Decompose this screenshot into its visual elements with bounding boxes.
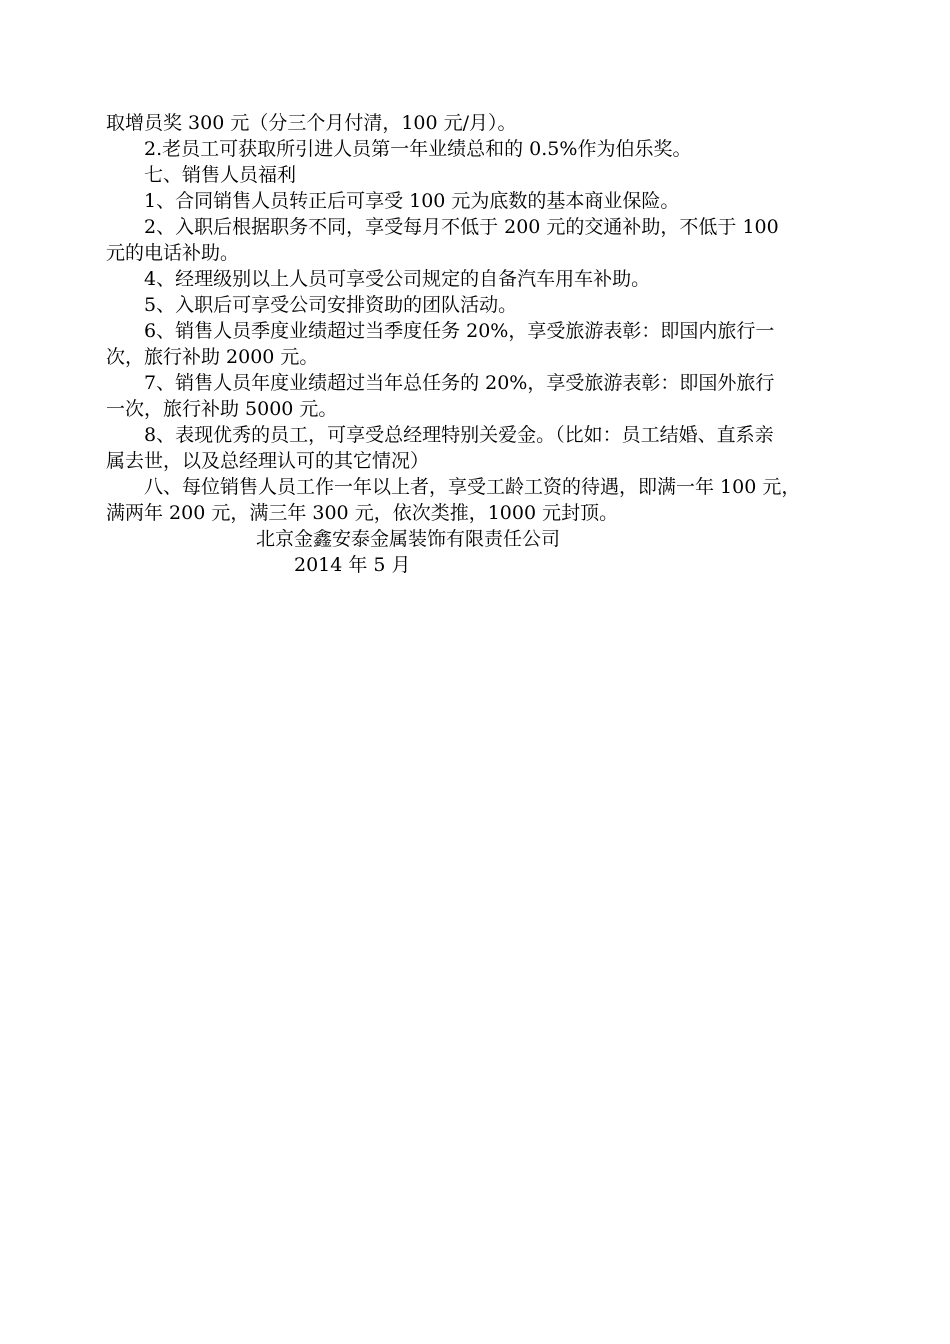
document-body [106, 110, 866, 578]
paragraph-line: 6、销售人员季度业绩超过当季度任务 20%，享受旅游表彰：即国内旅行一 [144, 320, 775, 342]
paragraph-line: 7、销售人员年度业绩超过当年总任务的 20%，享受旅游表彰：即国外旅行 [144, 372, 775, 394]
paragraph-line: 一次，旅行补助 5000 元。 [106, 398, 338, 420]
paragraph-line: 8、表现优秀的员工，可享受总经理特别关爱金。（比如：员工结婚、直系亲 [144, 424, 774, 446]
paragraph-line: 满两年 200 元，满三年 300 元，依次类推，1000 元封顶。 [106, 502, 619, 524]
section-heading: 八、每位销售人员工作一年以上者，享受工龄工资的待遇，即满一年 100 元， [144, 476, 801, 498]
paragraph-line: 元的电话补助。 [106, 242, 240, 264]
section-heading: 七、销售人员福利 [144, 164, 297, 186]
signature-company: 北京金鑫安泰金属装饰有限责任公司 [256, 528, 561, 550]
paragraph-line: 次，旅行补助 2000 元。 [106, 346, 319, 368]
signature-date: 2014 年 5 月 [294, 554, 411, 576]
paragraph-line: 4、经理级别以上人员可享受公司规定的自备汽车用车补助。 [144, 268, 651, 290]
paragraph-line: 2、入职后根据职务不同，享受每月不低于 200 元的交通补助，不低于 100 [144, 216, 779, 238]
paragraph-line: 1、合同销售人员转正后可享受 100 元为底数的基本商业保险。 [144, 190, 680, 212]
paragraph-line: 取增员奖 300 元（分三个月付清，100 元/月）。 [106, 112, 517, 134]
paragraph-line: 5、入职后可享受公司安排资助的团队活动。 [144, 294, 518, 316]
paragraph-line: 2.老员工可获取所引进人员第一年业绩总和的 0.5%作为伯乐奖。 [144, 138, 692, 160]
paragraph-line: 属去世，以及总经理认可的其它情况） [106, 450, 430, 472]
